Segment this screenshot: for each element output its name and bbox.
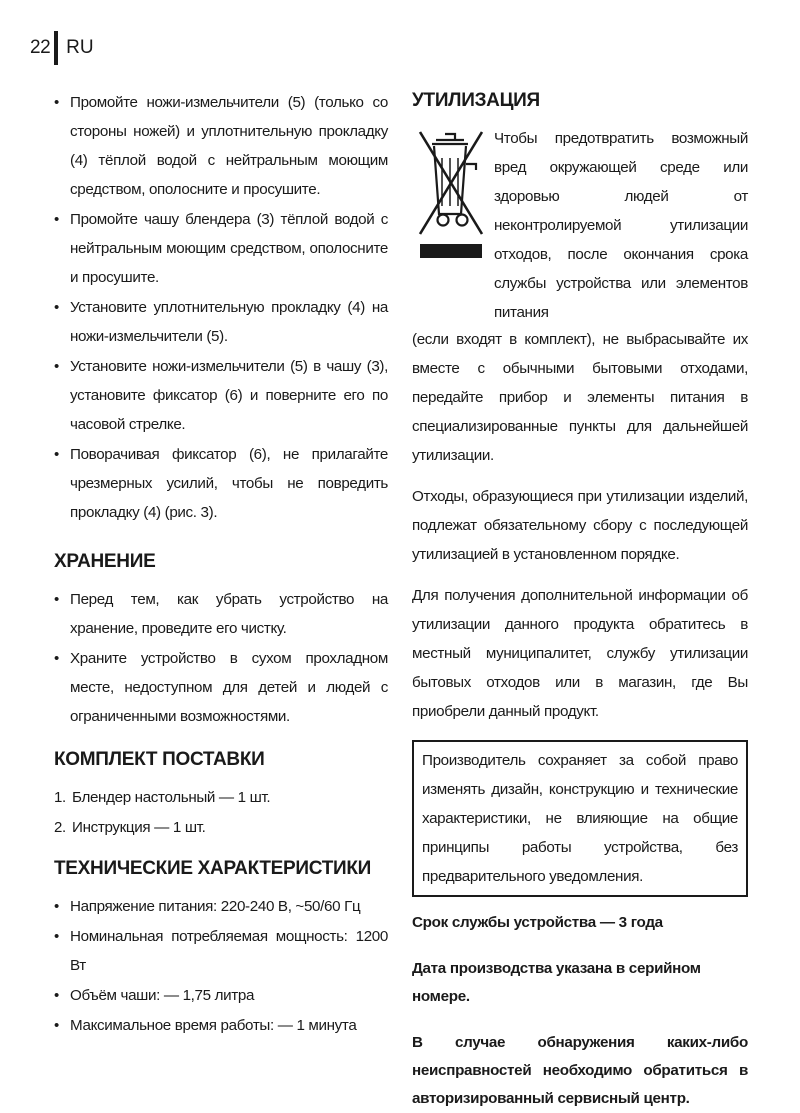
list-number: 1. bbox=[54, 789, 66, 806]
malfunction-notice: В случае обнаружения каких-либо неисправностей необходимо обратиться в авторизированный сервисный центр. bbox=[412, 1034, 748, 1107]
disposal-paragraph-3: Для получения дополнительной информации об утилизации данного продукта обратитесь в местный муниципалитет, службу утилизации бытовых отходов или в магазин, где Вы приобрели данный продукт. bbox=[412, 587, 748, 720]
list-item-text: Номинальная потребляемая мощность: 1200 Вт bbox=[70, 928, 388, 974]
list-item bbox=[54, 205, 388, 292]
list-item bbox=[54, 88, 388, 204]
crossed-out-wheelie-bin-icon bbox=[412, 124, 488, 262]
list-item bbox=[54, 813, 388, 842]
list-item bbox=[54, 783, 388, 812]
specs-list bbox=[54, 892, 388, 1040]
list-item bbox=[54, 293, 388, 351]
bullet-icon: • bbox=[54, 1017, 59, 1034]
bullet-icon: • bbox=[54, 446, 59, 463]
manufacturer-notice-box: Производитель сохраняет за собой право изменять дизайн, конструкцию и технические характеристики, не влияющие на общие принципы работы устройства, без предварительного уведомления. bbox=[412, 740, 748, 897]
production-date: Дата производства указана в серийном номере. bbox=[412, 960, 701, 1005]
bullet-icon: • bbox=[54, 928, 59, 945]
list-item bbox=[54, 981, 388, 1010]
list-item-text: Перед тем, как убрать устройство на хранение, проведите его чистку. bbox=[70, 591, 388, 637]
list-item-text: Блендер настольный — 1 шт. bbox=[72, 789, 271, 806]
bullet-icon: • bbox=[54, 898, 59, 915]
bullet-icon: • bbox=[54, 299, 59, 316]
disposal-paragraph-2: Отходы, образующиеся при утилизации изделий, подлежат обязательному сбору с последующей утилизацией в установленном порядке. bbox=[412, 488, 748, 563]
page-header bbox=[30, 30, 94, 66]
bullet-icon: • bbox=[54, 211, 59, 228]
left-column bbox=[54, 88, 388, 1040]
list-item-text: Инструкция — 1 шт. bbox=[72, 819, 206, 836]
list-item bbox=[54, 352, 388, 439]
list-item-text: Объём чаши: — 1,75 литра bbox=[70, 987, 255, 1004]
list-item-text: Промойте чашу блендера (3) тёплой водой с нейтральным моющим средством, ополосните и просушите. bbox=[70, 211, 388, 286]
disposal-text-wrapped: Чтобы предотвратить возможный вред окружающей среде или здоровью людей от неконтролируемой утилизации отходов, после окончания срока службы устройства или элементов питания bbox=[494, 130, 748, 321]
list-item bbox=[54, 892, 388, 921]
service-life: Срок службы устройства — 3 года bbox=[412, 914, 663, 931]
list-item bbox=[54, 922, 388, 980]
list-item bbox=[54, 1011, 388, 1040]
bullet-icon: • bbox=[54, 650, 59, 667]
page-number: 22 bbox=[30, 37, 51, 58]
list-item-text: Напряжение питания: 220-240 В, ~50/60 Гц bbox=[70, 898, 361, 915]
list-number: 2. bbox=[54, 819, 66, 836]
list-item-text: Поворачивая фиксатор (6), не прилагайте чрезмерных усилий, чтобы не повредить прокладку (4) (рис. 3). bbox=[70, 446, 388, 521]
list-item-text: Храните устройство в сухом прохладном месте, недоступном для детей и людей с ограниченными возможностями. bbox=[70, 650, 388, 725]
list-item bbox=[54, 440, 388, 527]
bullet-icon: • bbox=[54, 94, 59, 111]
list-item-text: Промойте ножи-измельчители (5) (только со стороны ножей) и уплотнительную прокладку (4) тёплой водой с нейтральным моющим средством, ополосните и просушите. bbox=[70, 94, 388, 198]
right-column bbox=[412, 88, 748, 1113]
bullet-icon: • bbox=[54, 358, 59, 375]
storage-list bbox=[54, 585, 388, 731]
kit-list bbox=[54, 783, 388, 842]
cleaning-list bbox=[54, 88, 388, 527]
list-item-text: Максимальное время работы: — 1 минута bbox=[70, 1017, 357, 1034]
language-label: RU bbox=[66, 37, 94, 58]
disposal-block bbox=[412, 124, 748, 327]
list-item bbox=[54, 585, 388, 643]
list-item-text: Установите ножи-измельчители (5) в чашу (3), установите фиксатор (6) и поверните его по часовой стрелке. bbox=[70, 358, 388, 433]
kit-heading: КОМПЛЕКТ ПОСТАВКИ bbox=[54, 749, 265, 770]
bullet-icon: • bbox=[54, 987, 59, 1004]
bullet-icon: • bbox=[54, 591, 59, 608]
list-item-text: Установите уплотнительную прокладку (4) на ножи-измельчители (5). bbox=[70, 299, 388, 345]
list-item bbox=[54, 644, 388, 731]
header-divider bbox=[54, 31, 58, 65]
disposal-heading: УТИЛИЗАЦИЯ bbox=[412, 90, 540, 111]
specs-heading: ТЕХНИЧЕСКИЕ ХАРАКТЕРИСТИКИ bbox=[54, 858, 372, 879]
storage-heading: ХРАНЕНИЕ bbox=[54, 551, 156, 572]
disposal-text-continued: (если входят в комплект), не выбрасывайте их вместе с обычными бытовыми отходами, передайте прибор и элементы питания в специализированные пункты для дальнейшей утилизации. bbox=[412, 331, 748, 464]
